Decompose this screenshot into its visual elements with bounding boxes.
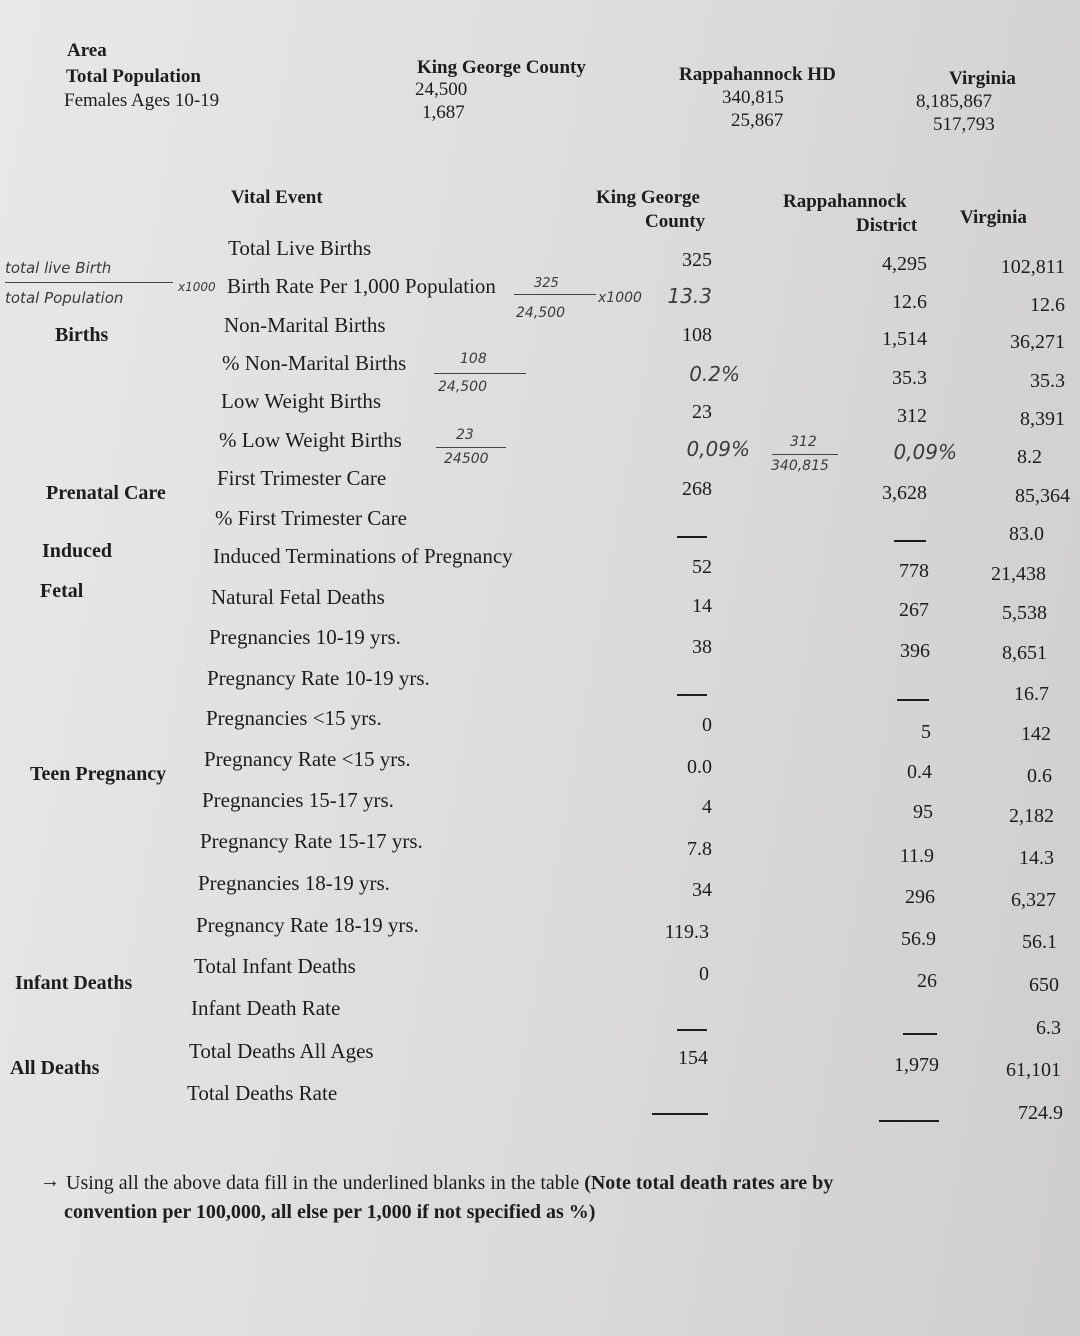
rd-value: 26: [917, 970, 937, 992]
handwritten-fraction-bar: [434, 373, 526, 374]
rd-value: 396: [900, 640, 930, 662]
rd-col-header-2: District: [856, 215, 918, 236]
kg-value: 34: [692, 879, 712, 901]
rd-value: 1,979: [894, 1054, 939, 1076]
kg-blank[interactable]: [677, 536, 707, 538]
va-value: 35.3: [1030, 370, 1065, 392]
row-label: Pregnancies 10-19 yrs.: [209, 625, 401, 649]
handwritten-numerator: 312: [790, 434, 817, 450]
va-value: 14.3: [1019, 847, 1054, 869]
rd-value: 296: [905, 886, 935, 908]
kg-value: 7.8: [687, 838, 712, 860]
kg-col-header-1: King George: [596, 187, 700, 208]
va-value: 12.6: [1030, 294, 1065, 316]
total-population-label: Total Population: [66, 66, 201, 87]
category-fetal: Fetal: [40, 580, 84, 602]
row-label: % Non-Marital Births: [222, 351, 407, 375]
rd-value: 4,295: [882, 253, 927, 275]
kg-value: 0.0: [687, 756, 712, 778]
row-label: Total Deaths Rate: [187, 1081, 338, 1105]
rd-blank[interactable]: [894, 540, 926, 542]
handwritten-multiplier: x1000: [178, 280, 216, 294]
row-label: Total Infant Deaths: [194, 954, 356, 978]
handwritten-margin-note: total live Birth: [5, 259, 112, 277]
va-value: 8,651: [1002, 642, 1047, 664]
va-value: 56.1: [1022, 931, 1057, 953]
row-label: Total Deaths All Ages: [189, 1039, 374, 1063]
row-label: Pregnancy Rate <15 yrs.: [204, 747, 411, 771]
handwritten-fraction-bar: [514, 294, 596, 295]
handwritten-denominator: 24500: [444, 451, 489, 467]
rd-value: 312: [897, 405, 927, 427]
rd-blank[interactable]: [903, 1033, 937, 1035]
rd-col-header-1: Rappahannock: [783, 191, 907, 212]
kg-value: 0: [699, 963, 709, 985]
row-label: Low Weight Births: [221, 389, 382, 413]
instruction-note: (Note total death rates are by: [584, 1172, 834, 1194]
kg-value: 268: [682, 478, 712, 500]
rd-value: 778: [899, 560, 929, 582]
row-label: Pregnancy Rate 18-19 yrs.: [196, 913, 419, 937]
row-label: Non-Marital Births: [224, 313, 386, 337]
kg-value: 325: [682, 249, 712, 271]
rhd-females: 25,867: [731, 110, 784, 131]
kg-value-handwritten: 13.3: [667, 284, 712, 308]
va-value: 21,438: [991, 563, 1046, 585]
kg-value: 52: [692, 556, 712, 578]
rd-value: 95: [913, 801, 933, 823]
rd-value: 11.9: [899, 845, 934, 867]
va-value: 2,182: [1009, 805, 1054, 827]
rd-value: 35.3: [892, 367, 927, 389]
row-label: Pregnancies <15 yrs.: [206, 706, 382, 730]
rd-value: 12.6: [892, 291, 927, 313]
rd-value: 5: [921, 721, 931, 743]
row-label: Pregnancy Rate 15-17 yrs.: [200, 829, 423, 853]
row-label: Pregnancy Rate 10-19 yrs.: [207, 666, 430, 690]
category-births: Births: [55, 324, 109, 346]
instruction-main: Using all the above data fill in the underlined blanks in the table: [66, 1172, 580, 1194]
kg-value: 119.3: [664, 921, 709, 943]
va-value: 6,327: [1011, 889, 1056, 911]
va-value: 8.2: [1017, 446, 1042, 468]
va-value: 83.0: [1009, 523, 1044, 545]
females-label: Females Ages 10-19: [64, 90, 220, 111]
row-label: % First Trimester Care: [215, 506, 407, 530]
kg-females: 1,687: [422, 102, 465, 123]
row-label: Pregnancies 18-19 yrs.: [198, 871, 390, 895]
va-value: 650: [1029, 974, 1059, 996]
va-value: 6.3: [1036, 1017, 1061, 1039]
handwritten-fraction-bar: [436, 447, 506, 448]
kg-blank[interactable]: [677, 694, 707, 696]
handwritten-multiplier: x1000: [598, 290, 642, 306]
instruction-text: [66, 1170, 833, 1196]
area-label: Area: [67, 40, 107, 61]
handwritten-numerator: 325: [534, 276, 559, 291]
kg-value: 108: [682, 324, 712, 346]
kg-value-handwritten: 0,09%: [686, 437, 750, 461]
handwritten-numerator: 108: [460, 351, 487, 367]
va-value: 142: [1021, 723, 1051, 745]
row-label: Birth Rate Per 1,000 Population: [227, 274, 496, 298]
row-label: % Low Weight Births: [219, 428, 402, 452]
va-females: 517,793: [933, 114, 995, 135]
kg-value: 154: [678, 1047, 708, 1069]
handwritten-denominator: 24,500: [438, 379, 487, 395]
rd-value: 0.4: [907, 761, 932, 783]
handwritten-fraction-bar: [772, 454, 838, 455]
va-value: 5,538: [1002, 602, 1047, 624]
rhd-population: 340,815: [722, 87, 784, 108]
kg-value: 0: [702, 714, 712, 736]
instruction-text-line2: convention per 100,000, all else per 1,000 if not specified as %): [64, 1201, 596, 1223]
row-label: Induced Terminations of Pregnancy: [213, 544, 513, 568]
category-induced: Induced: [42, 540, 113, 562]
instruction-arrow-icon: →: [40, 1170, 60, 1192]
va-value: 102,811: [1000, 256, 1065, 278]
kg-value: 23: [692, 401, 712, 423]
kg-county-name: King George County: [417, 57, 586, 78]
va-value: 61,101: [1006, 1059, 1061, 1081]
kg-blank[interactable]: [652, 1113, 708, 1115]
va-value: 36,271: [1010, 331, 1065, 353]
category-teen-pregnancy: Teen Pregnancy: [30, 763, 167, 785]
kg-value: 38: [692, 636, 712, 658]
row-label: First Trimester Care: [217, 466, 387, 490]
rd-value: 1,514: [882, 328, 927, 350]
handwritten-denominator: 340,815: [771, 458, 829, 474]
handwritten-denominator: 24,500: [516, 305, 565, 321]
va-col-header: Virginia: [960, 207, 1027, 228]
kg-value-handwritten: 0.2%: [689, 362, 740, 386]
va-value: 724.9: [1018, 1102, 1063, 1124]
rhd-name: Rappahannock HD: [679, 64, 836, 85]
handwritten-fraction-bar: [5, 282, 173, 283]
row-label: Infant Death Rate: [191, 996, 341, 1020]
va-value: 8,391: [1020, 408, 1065, 430]
category-all-deaths: All Deaths: [10, 1057, 100, 1079]
category-prenatal-care: Prenatal Care: [46, 482, 166, 504]
rd-value-handwritten: 0,09%: [893, 440, 957, 464]
rd-blank[interactable]: [897, 699, 929, 701]
vital-event-header: Vital Event: [231, 187, 323, 208]
kg-col-header-2: County: [645, 211, 706, 232]
category-infant-deaths: Infant Deaths: [15, 972, 133, 994]
rd-value: 56.9: [901, 928, 936, 950]
kg-blank[interactable]: [677, 1029, 707, 1031]
row-label: Natural Fetal Deaths: [211, 585, 385, 609]
handwritten-numerator: 23: [456, 427, 474, 443]
va-population: 8,185,867: [916, 91, 992, 112]
rd-value: 267: [899, 599, 929, 621]
rd-value: 3,628: [882, 482, 927, 504]
handwritten-margin-note: total Population: [5, 289, 124, 307]
kg-value: 14: [692, 595, 712, 617]
kg-value: 4: [702, 796, 712, 818]
kg-population: 24,500: [415, 79, 468, 100]
row-label: Pregnancies 15-17 yrs.: [202, 788, 394, 812]
va-value: 16.7: [1014, 683, 1049, 705]
va-value: 85,364: [1015, 485, 1070, 507]
va-value: 0.6: [1027, 765, 1052, 787]
rd-blank[interactable]: [879, 1120, 939, 1122]
row-label: Total Live Births: [228, 236, 372, 260]
va-name: Virginia: [949, 68, 1016, 89]
